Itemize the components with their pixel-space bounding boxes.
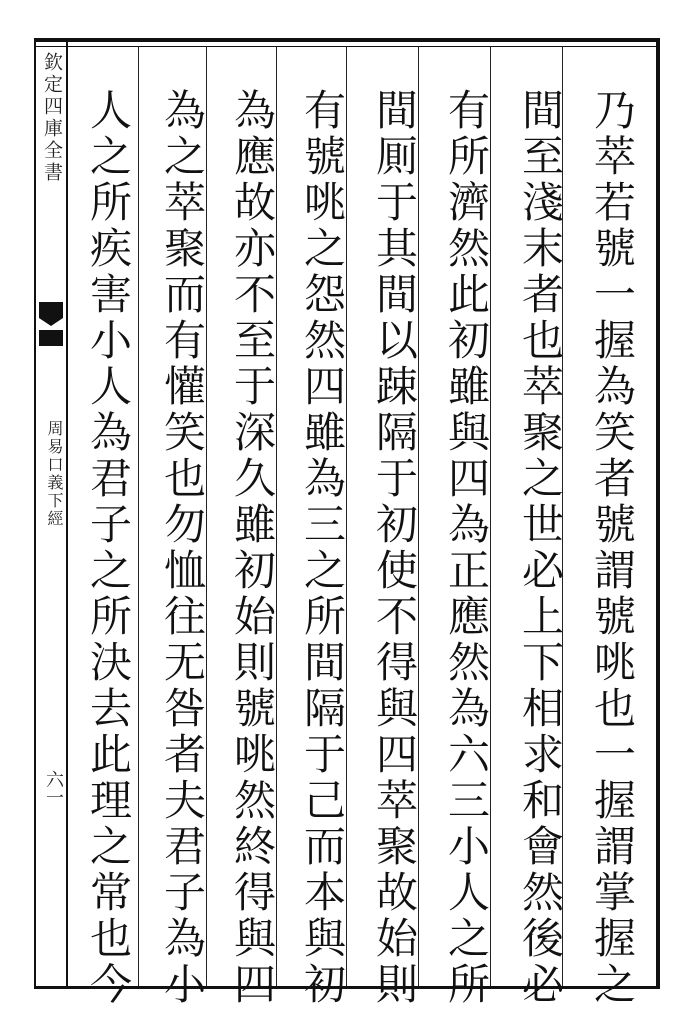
column-rule xyxy=(138,46,139,986)
text-column-7: 為之萃聚而有懽笑也勿恤往无咎者夫君子為小 xyxy=(158,88,207,1008)
right-border xyxy=(656,38,660,989)
text-column-1: 乃萃若號一握為笑者號謂號咷也一握謂掌握之 xyxy=(588,88,637,1008)
text-column-8: 人之所疾害小人為君子之所決去此理之常也今 xyxy=(84,88,133,1008)
margin-top-text: 欽定四庫全書 xyxy=(41,52,63,184)
top-border xyxy=(34,38,660,42)
text-column-6: 為應故亦不至于深久雖初始則號咷然終得與四 xyxy=(228,88,277,1008)
text-column-4: 間厠于其間以踈隔于初使不得與四萃聚故始則 xyxy=(370,88,419,1008)
margin-page-number: 六一 xyxy=(43,770,64,806)
margin-book-title: 周易口義下經 xyxy=(45,420,64,528)
margin-divider xyxy=(66,38,68,989)
fish-tail-mark-icon xyxy=(37,300,65,348)
text-column-5: 有號咷之怨然四雖為三之所間隔于己而本與初 xyxy=(298,88,347,1008)
text-column-2: 間至淺末者也萃聚之世必上下相求和會然後必 xyxy=(516,88,565,1008)
text-column-3: 有所濟然此初雖與四為正應然為六三小人之所 xyxy=(442,88,491,1008)
top-border-inner xyxy=(34,46,660,47)
